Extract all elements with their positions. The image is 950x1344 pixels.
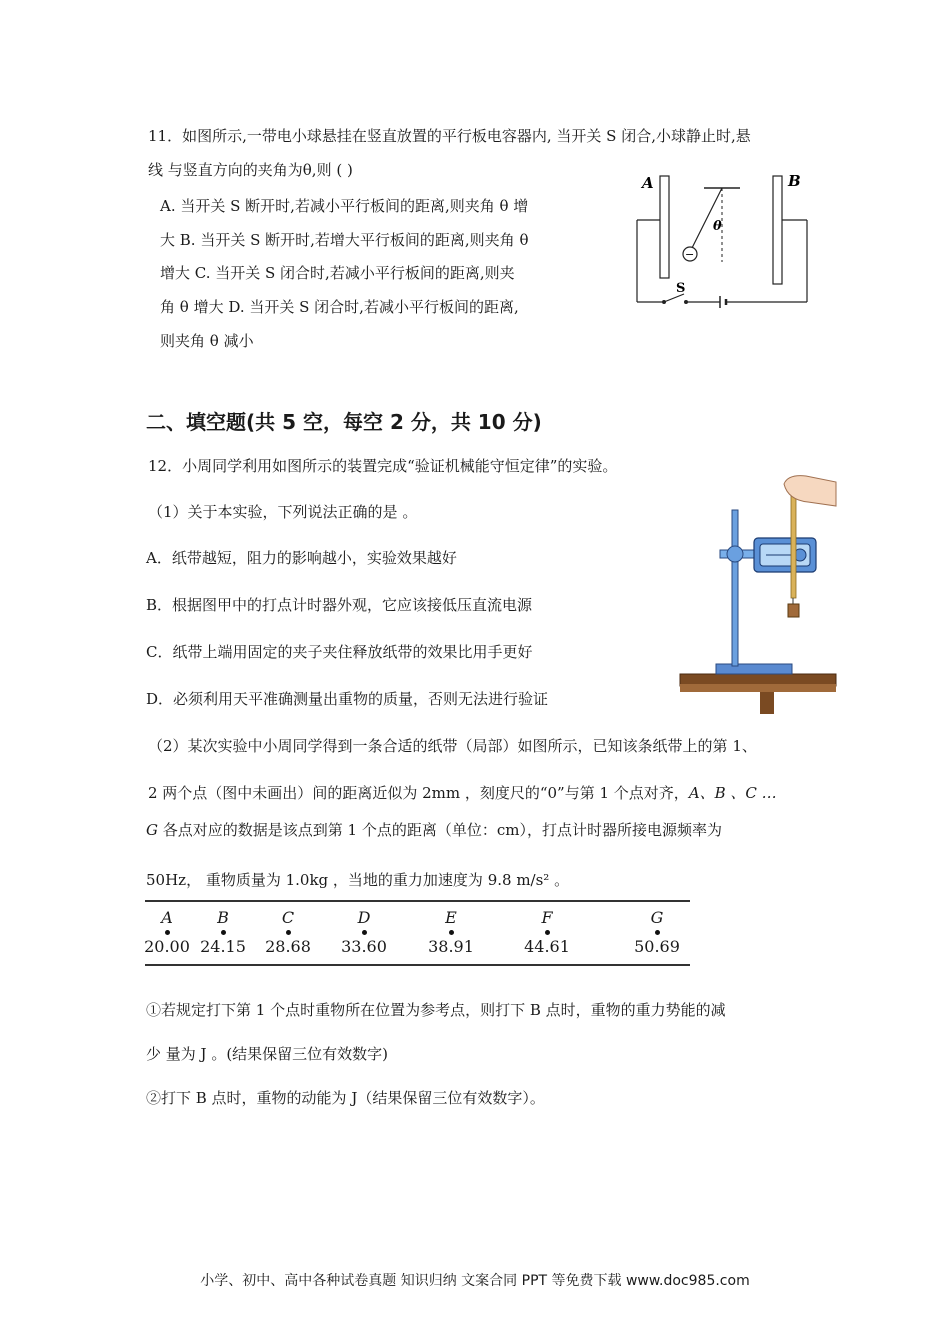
plate-a-label: A bbox=[642, 174, 654, 192]
capacitor-diagram bbox=[632, 170, 812, 310]
tape-point-value: 33.60 bbox=[341, 937, 387, 956]
page-footer: 小学、初中、高中各种试卷真题 知识归纳 文案合同 PPT 等免费下载 www.doc985.com bbox=[200, 1273, 750, 1289]
q12-option-d: D．必须利用天平准确测量出重物的质量，否则无法进行验证 bbox=[146, 690, 549, 708]
q11-option-line4: 角 θ 增大 D. 当开关 S 闭合时,若减小平行板间的距离, bbox=[160, 298, 519, 316]
q12-option-a: A．纸带越短，阻力的影响越小，实验效果越好 bbox=[146, 549, 457, 567]
tape-top-edge bbox=[145, 900, 690, 902]
switch-label: S bbox=[676, 281, 686, 296]
q11-text-line2: 线 与竖直方向的夹角为θ,则 ( ) bbox=[148, 161, 353, 179]
tape-point-label: B bbox=[217, 908, 229, 927]
tape-point-value: 38.91 bbox=[428, 937, 474, 956]
q12-sub2: ②打下 B 点时，重物的动能为 J（结果保留三位有效数字）。 bbox=[146, 1089, 545, 1107]
q11-option-line1: A. 当开关 S 断开时,若减小平行板间的距离,则夹角 θ 增 bbox=[160, 197, 529, 215]
tape-point-value: 50.69 bbox=[634, 937, 680, 956]
tape-point-label: C bbox=[281, 908, 295, 927]
charge-label: − bbox=[685, 248, 695, 261]
paper-tape-figure bbox=[145, 900, 690, 968]
q11-option-line3: 增大 C. 当开关 S 闭合时,若减小平行板间的距离,则夹 bbox=[160, 264, 515, 282]
plate-b-label: B bbox=[788, 172, 801, 190]
tape-point-c bbox=[258, 908, 318, 957]
q11-option-line2: 大 B. 当开关 S 断开时,若增大平行板间的距离,则夹角 θ bbox=[160, 231, 529, 249]
tape-point-b bbox=[193, 908, 253, 957]
q12-part2-line1: （2）某次实验中小周同学得到一条合适的纸带（局部）如图所示，已知该条纸带上的第 1、 bbox=[148, 737, 757, 755]
angle-label: θ bbox=[713, 219, 722, 234]
q11-text-line1: 11．如图所示,一带电小球悬挂在竖直放置的平行板电容器内, 当开关 S 闭合,小球静止时,悬 bbox=[148, 127, 751, 145]
tape-point-f bbox=[517, 908, 577, 957]
tape-point-value: 28.68 bbox=[265, 937, 311, 956]
tape-point-label: E bbox=[445, 908, 457, 927]
q12-part2-points: A、B 、C … bbox=[688, 784, 777, 802]
q12-option-b: B．根据图甲中的打点计时器外观，它应该接低压直流电源 bbox=[146, 596, 533, 614]
tape-point-e bbox=[421, 908, 481, 957]
q12-part2-point-g: G bbox=[146, 821, 158, 839]
q12-part2-line3 bbox=[146, 820, 722, 840]
q12-part2-line3-text: 各点对应的数据是该点到第 1 个点的距离（单位：cm），打点计时器所接电源频率为 bbox=[157, 821, 722, 839]
tape-point-value: 20.00 bbox=[144, 937, 190, 956]
tape-bottom-edge bbox=[145, 964, 690, 966]
plate-a bbox=[660, 176, 669, 278]
q12-part2-line4: 50Hz， 重物质量为 1.0kg ，当地的重力加速度为 9.8 m/s² 。 bbox=[146, 871, 570, 889]
q12-option-c: C．纸带上端用固定的夹子夹住释放纸带的效果比用手更好 bbox=[146, 643, 533, 661]
tape-point-d bbox=[334, 908, 394, 957]
tape-point-label: D bbox=[357, 908, 371, 927]
q11-option-line5: 则夹角 θ 减小 bbox=[160, 332, 254, 350]
q12-part1: （1）关于本实验，下列说法正确的是 。 bbox=[148, 503, 418, 521]
timer-apparatus-diagram bbox=[676, 470, 840, 716]
tape-point-value: 24.15 bbox=[200, 937, 246, 956]
q12-sub1-line2: 少 量为 J 。(结果保留三位有效数字) bbox=[146, 1045, 389, 1063]
section-2-title: 二、填空题(共 5 空，每空 2 分，共 10 分) bbox=[146, 410, 542, 434]
plate-b bbox=[773, 176, 782, 284]
tape-point-label: A bbox=[161, 908, 173, 927]
q12-part2-line2 bbox=[148, 783, 777, 803]
q12-part2-line2-text: 2 两个点（图中未画出）间的距离近似为 2mm ，刻度尺的“0”与第 1 个点对齐， bbox=[148, 784, 689, 802]
tape-point-label: G bbox=[650, 908, 664, 927]
tape-point-a bbox=[137, 908, 197, 957]
tape-point-label: F bbox=[541, 908, 553, 927]
tape-point-value: 44.61 bbox=[524, 937, 570, 956]
q12-sub1-line1: ①若规定打下第 1 个点时重物所在位置为参考点，则打下 B 点时，重物的重力势能的减 bbox=[146, 1001, 726, 1019]
q12-intro: 12．小周同学利用如图所示的装置完成“验证机械能守恒定律”的实验。 bbox=[148, 457, 618, 475]
tape-point-g bbox=[627, 908, 687, 957]
